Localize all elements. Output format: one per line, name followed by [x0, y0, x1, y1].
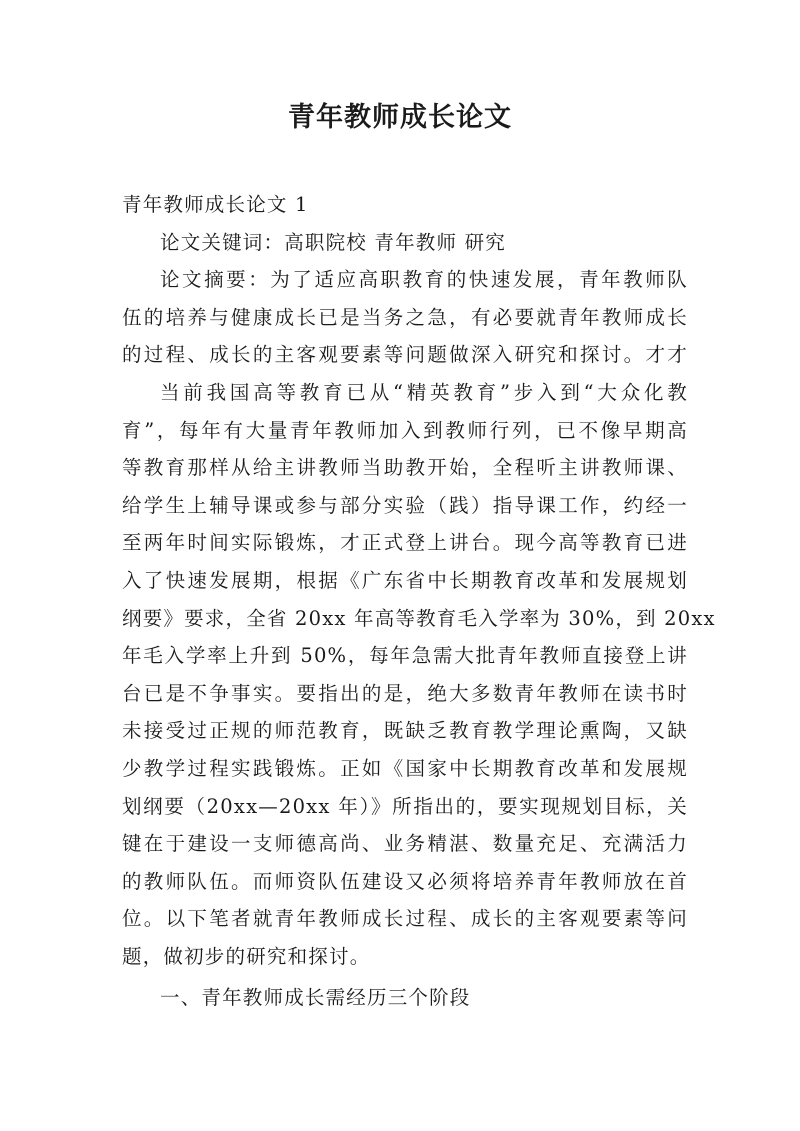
paragraph-line: 题，做初步的研究和探讨。 — [122, 944, 371, 968]
document-body — [122, 186, 716, 1017]
paragraph-line: 位。以下笔者就青年教师成长过程、成长的主客观要素等问 — [122, 907, 688, 931]
abstract-line: 的过程、成长的主客观要素等问题做深入研究和探讨。才才 — [122, 343, 688, 367]
subsection-heading: 一、青年教师成长需经历三个阶段 — [160, 986, 471, 1010]
paragraph-line: 给学生上辅导课或参与部分实验（践）指导课工作，约经一 — [122, 493, 688, 517]
abstract-line: 论文摘要：为了适应高职教育的快速发展，青年教师队 — [160, 268, 688, 292]
keywords-line: 论文关键词：高职院校 青年教师 研究 — [160, 230, 506, 254]
abstract-line: 伍的培养与健康成长已是当务之急，有必要就青年教师成长 — [122, 305, 688, 329]
paragraph-line: 入了快速发展期，根据《广东省中长期教育改革和发展规划 — [122, 568, 688, 592]
paragraph-line: 未接受过正规的师范教育，既缺乏教育教学理论熏陶，又缺 — [122, 719, 688, 743]
document-title: 青年教师成长论文 — [288, 102, 512, 133]
paragraph-line: 年毛入学率上升到 50%，每年急需大批青年教师直接登上讲 — [122, 644, 688, 668]
paragraph-line: 台已是不争事实。要指出的是，绝大多数青年教师在读书时 — [122, 681, 688, 705]
paragraph-line: 当前我国高等教育已从“精英教育”步入到“大众化教 — [160, 380, 688, 404]
paragraph-line: 少教学过程实践锻炼。正如《国家中长期教育改革和发展规 — [122, 756, 688, 780]
paragraph-line: 纲要》要求，全省 20xx 年高等教育毛入学率为 30%，到 20xx — [122, 606, 716, 630]
paragraph-line: 划纲要（20xx—20xx 年）》所指出的，要实现规划目标，关 — [122, 794, 688, 818]
paragraph-line: 育”，每年有大量青年教师加入到教师行列，已不像早期高 — [122, 418, 688, 442]
section-heading: 青年教师成长论文 1 — [122, 193, 309, 216]
paragraph-line: 键在于建设一支师德高尚、业务精湛、数量充足、充满活力 — [122, 832, 688, 856]
paragraph-line: 的教师队伍。而师资队伍建设又必须将培养青年教师放在首 — [122, 869, 688, 893]
paragraph-line: 至两年时间实际锻炼，才正式登上讲台。现今高等教育已进 — [122, 531, 688, 555]
paragraph-line: 等教育那样从给主讲教师当助教开始，全程听主讲教师课、 — [122, 456, 688, 480]
